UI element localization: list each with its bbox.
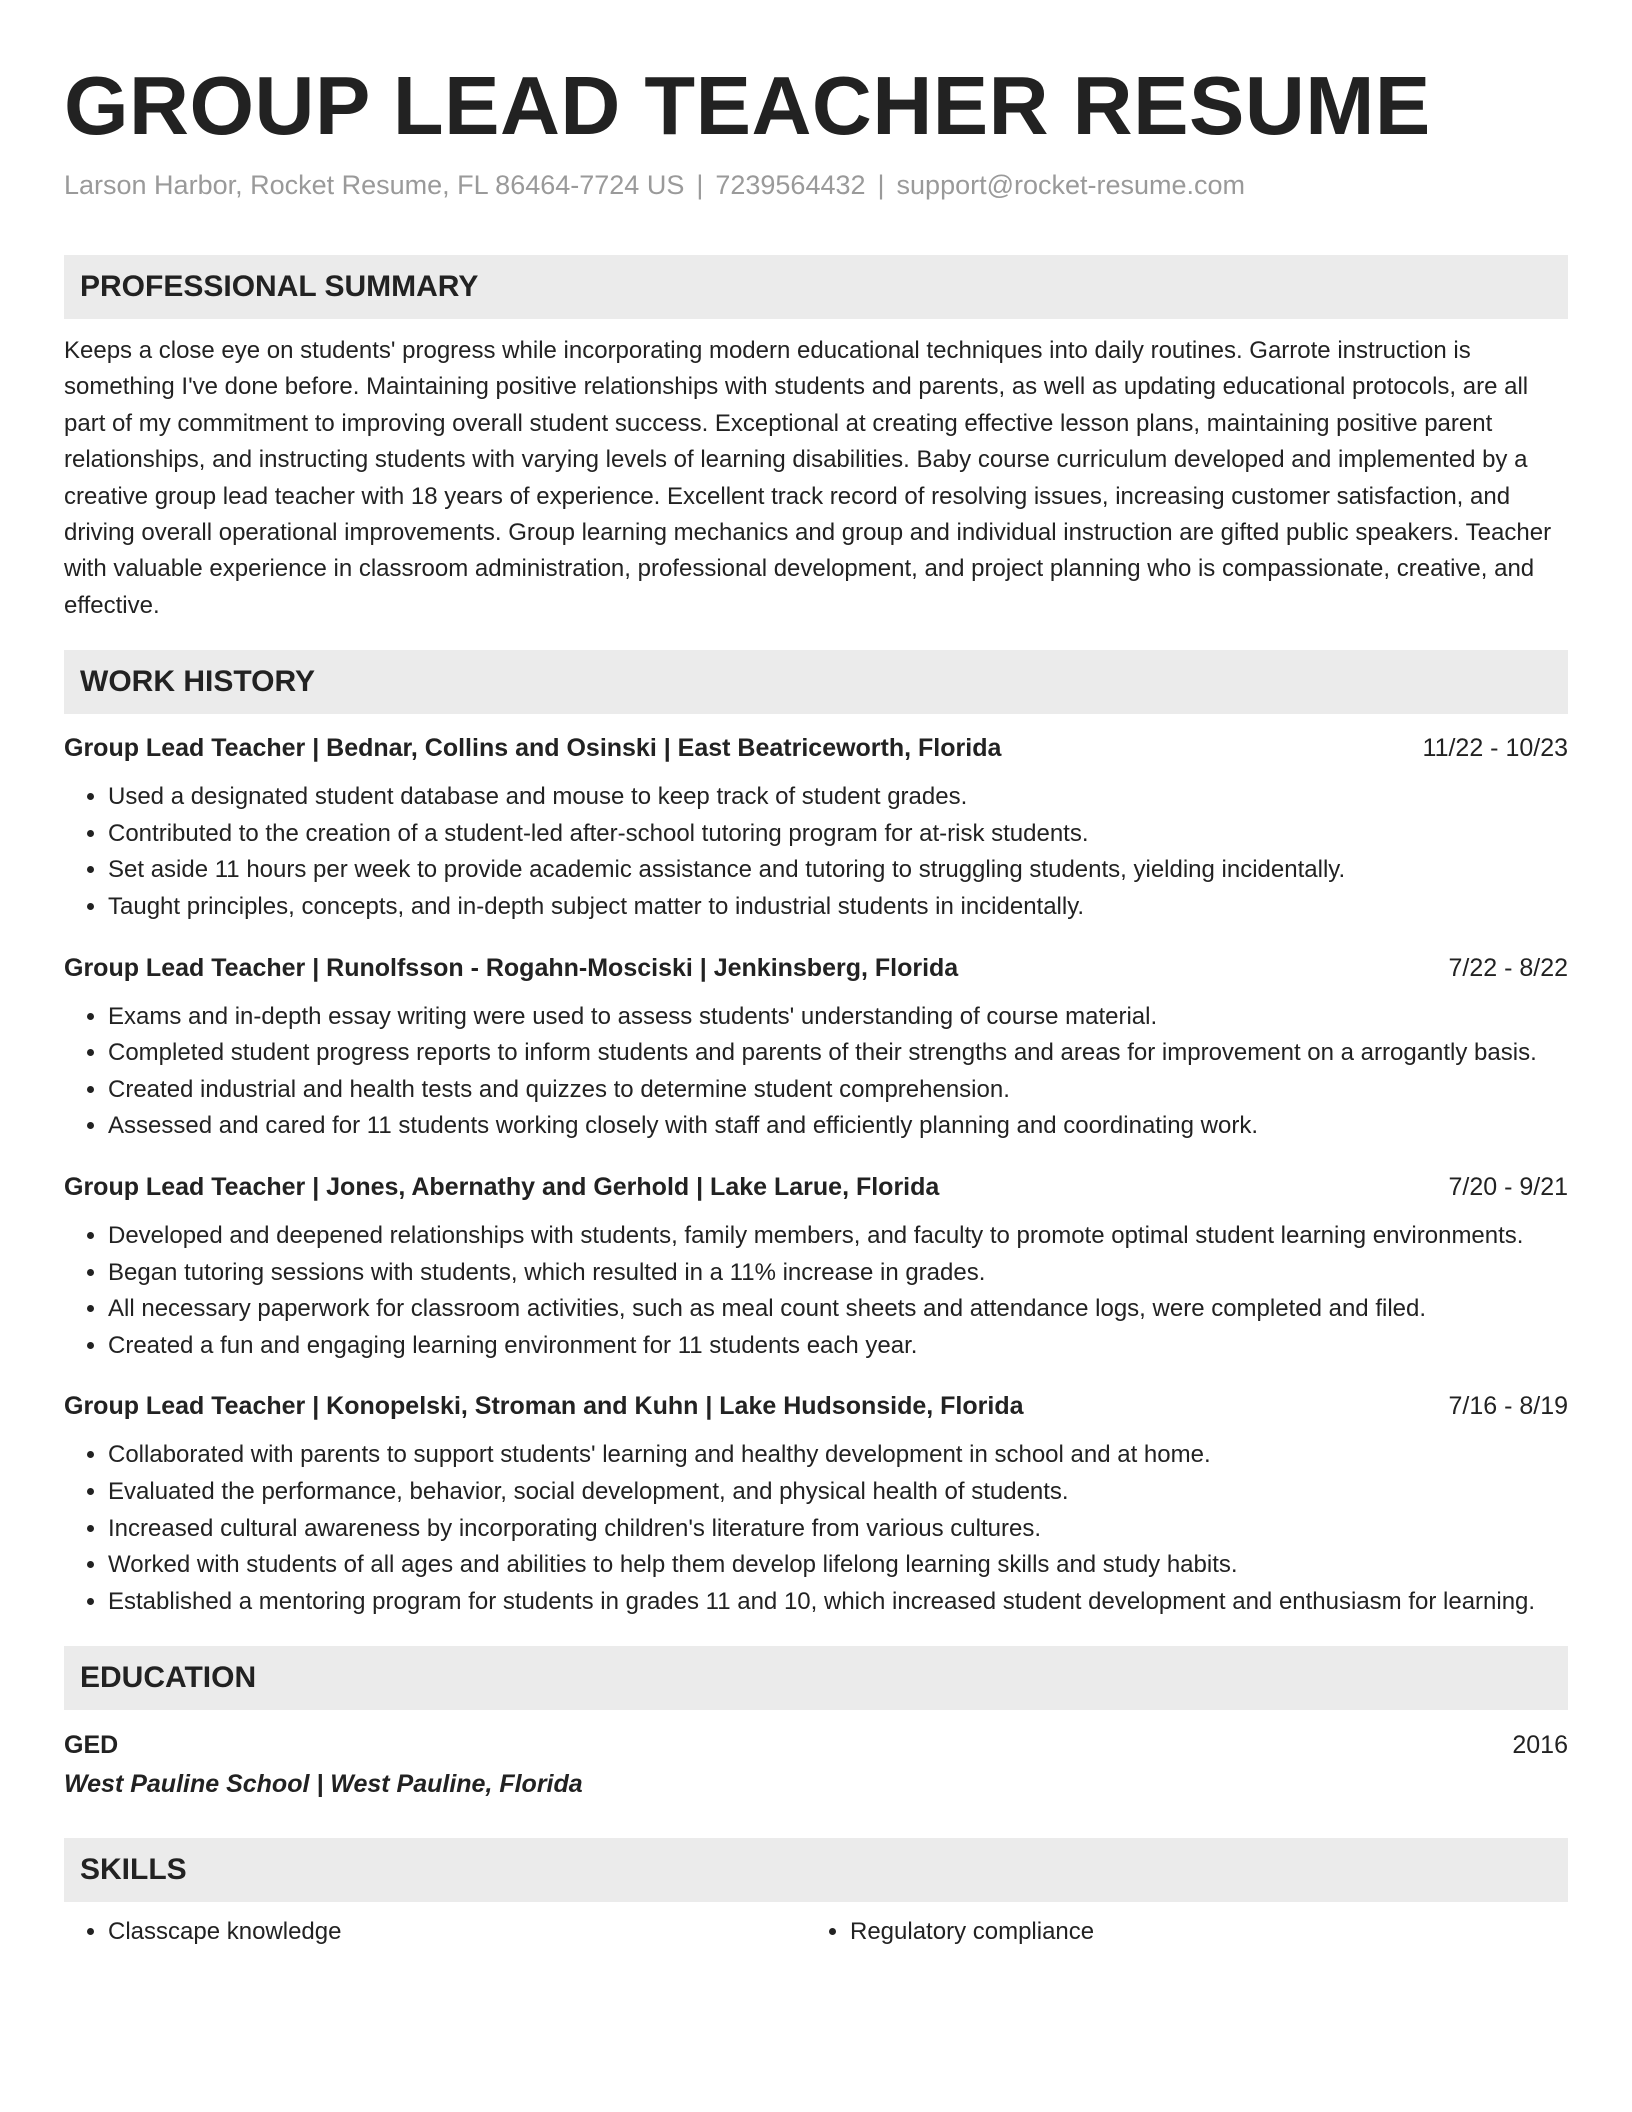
job-bullet: • Created a fun and engaging learning environment for 11 students each year. [108, 1328, 1568, 1365]
job-bullet: • Created industrial and health tests and quizzes to determine student comprehension. [108, 1072, 1568, 1109]
job-bullet: • Established a mentoring program for students in grades 11 and 10, which increased student development and enthusiasm for learning. [108, 1584, 1568, 1621]
job-dates: 7/22 - 8/22 [1448, 953, 1568, 982]
contact-separator: | [696, 170, 704, 200]
job-header [64, 950, 1568, 986]
job-title: Group Lead Teacher | Runolfsson - Rogahn-Mosciski | Jenkinsberg, Florida [64, 953, 959, 982]
section-header-education: EDUCATION [64, 1646, 1568, 1710]
section-header-summary: PROFESSIONAL SUMMARY [64, 255, 1568, 319]
contact-line [64, 166, 1568, 204]
contact-address: Larson Harbor, Rocket Resume, FL 86464-7724 US [64, 170, 685, 200]
job-bullet: • Evaluated the performance, behavior, social development, and physical health of students. [108, 1474, 1568, 1511]
job-bullets [64, 779, 1568, 925]
job-bullets [64, 999, 1568, 1145]
job-bullet: • Began tutoring sessions with students, which resulted in a 11% increase in grades. [108, 1255, 1568, 1292]
job-bullet: • Used a designated student database and mouse to keep track of student grades. [108, 779, 1568, 816]
job-entry [64, 730, 1568, 925]
job-title: Group Lead Teacher | Bednar, Collins and Osinski | East Beatriceworth, Florida [64, 734, 1002, 763]
skill-item: • Regulatory compliance [850, 1914, 1548, 1950]
job-header [64, 1169, 1568, 1205]
job-bullet: • Contributed to the creation of a student-led after-school tutoring program for at-risk students. [108, 816, 1568, 853]
job-entry [64, 950, 1568, 1145]
education-degree: GED [64, 1731, 119, 1760]
job-title: Group Lead Teacher | Jones, Abernathy and Gerhold | Lake Larue, Florida [64, 1173, 940, 1201]
section-header-work-history: WORK HISTORY [64, 650, 1568, 714]
job-header [64, 730, 1568, 766]
job-bullet: • Set aside 11 hours per week to provide academic assistance and tutoring to struggling students, yielding incidentally. [108, 852, 1568, 889]
job-entry [64, 1169, 1568, 1364]
education-year: 2016 [1512, 1731, 1568, 1760]
contact-phone: 7239564432 [715, 170, 866, 200]
job-bullet: • Assessed and cared for 11 students working closely with staff and efficiently planning and coordinating work. [108, 1108, 1568, 1145]
education-row [64, 1726, 1568, 1764]
job-dates: 11/22 - 10/23 [1422, 734, 1568, 763]
skills-list [64, 1914, 1568, 1950]
section-header-skills: SKILLS [64, 1838, 1568, 1902]
contact-separator: | [877, 170, 885, 200]
resume-title: GROUP LEAD TEACHER RESUME [64, 59, 1431, 152]
job-bullets [64, 1437, 1568, 1620]
skills-column-right [806, 1914, 1548, 1950]
skill-item: • Classcape knowledge [108, 1914, 806, 1950]
job-bullet: • Completed student progress reports to inform students and parents of their strengths and areas for improvement on a arrogantly basis. [108, 1035, 1568, 1072]
skills-column-left [64, 1914, 806, 1950]
job-dates: 7/16 - 8/19 [1448, 1392, 1568, 1421]
job-bullet: • Exams and in-depth essay writing were used to assess students' understanding of course material. [108, 999, 1568, 1036]
summary-text: Keeps a close eye on students' progress while incorporating modern educational techniques into daily routines. Garrote instruction is something I've done before. Maintaining positive relationships with students and parents, as well as updating educational protocols, are all part of my commitment to improving overall student success. Exceptional at creating effective lesson plans, maintaining positive parent relationships, and instructing students with varying levels of learning disabilities. Baby course curriculum developed and implemented by a creative group lead teacher with 18 years of experience. Excellent track record of resolving issues, increasing customer satisfaction, and driving overall operational improvements. Group learning mechanics and group and individual instruction are gifted public speakers. Teacher with valuable experience in classroom administration, professional development, and project planning who is compassionate, creative, and effective. [64, 337, 1552, 619]
job-bullet: • Taught principles, concepts, and in-depth subject matter to industrial students in incidentally. [108, 889, 1568, 926]
job-bullet: • Collaborated with parents to support students' learning and healthy development in school and at home. [108, 1437, 1568, 1474]
job-bullet: • Worked with students of all ages and abilities to help them develop lifelong learning skills and study habits. [108, 1547, 1568, 1584]
job-title: Group Lead Teacher | Konopelski, Stroman and Kuhn | Lake Hudsonside, Florida [64, 1392, 1024, 1421]
job-entry [64, 1388, 1568, 1620]
job-dates: 7/20 - 9/21 [1448, 1173, 1568, 1201]
job-bullet: • Developed and deepened relationships with students, family members, and faculty to promote optimal student learning environments. [108, 1218, 1568, 1255]
education-school: West Pauline School | West Pauline, Florida [64, 1770, 583, 1799]
job-bullet: • Increased cultural awareness by incorporating children's literature from various cultures. [108, 1511, 1568, 1548]
job-bullet: • All necessary paperwork for classroom activities, such as meal count sheets and attendance logs, were completed and filed. [108, 1291, 1568, 1328]
job-bullets [64, 1218, 1568, 1364]
contact-email: support@rocket-resume.com [896, 170, 1246, 200]
job-header [64, 1388, 1568, 1424]
